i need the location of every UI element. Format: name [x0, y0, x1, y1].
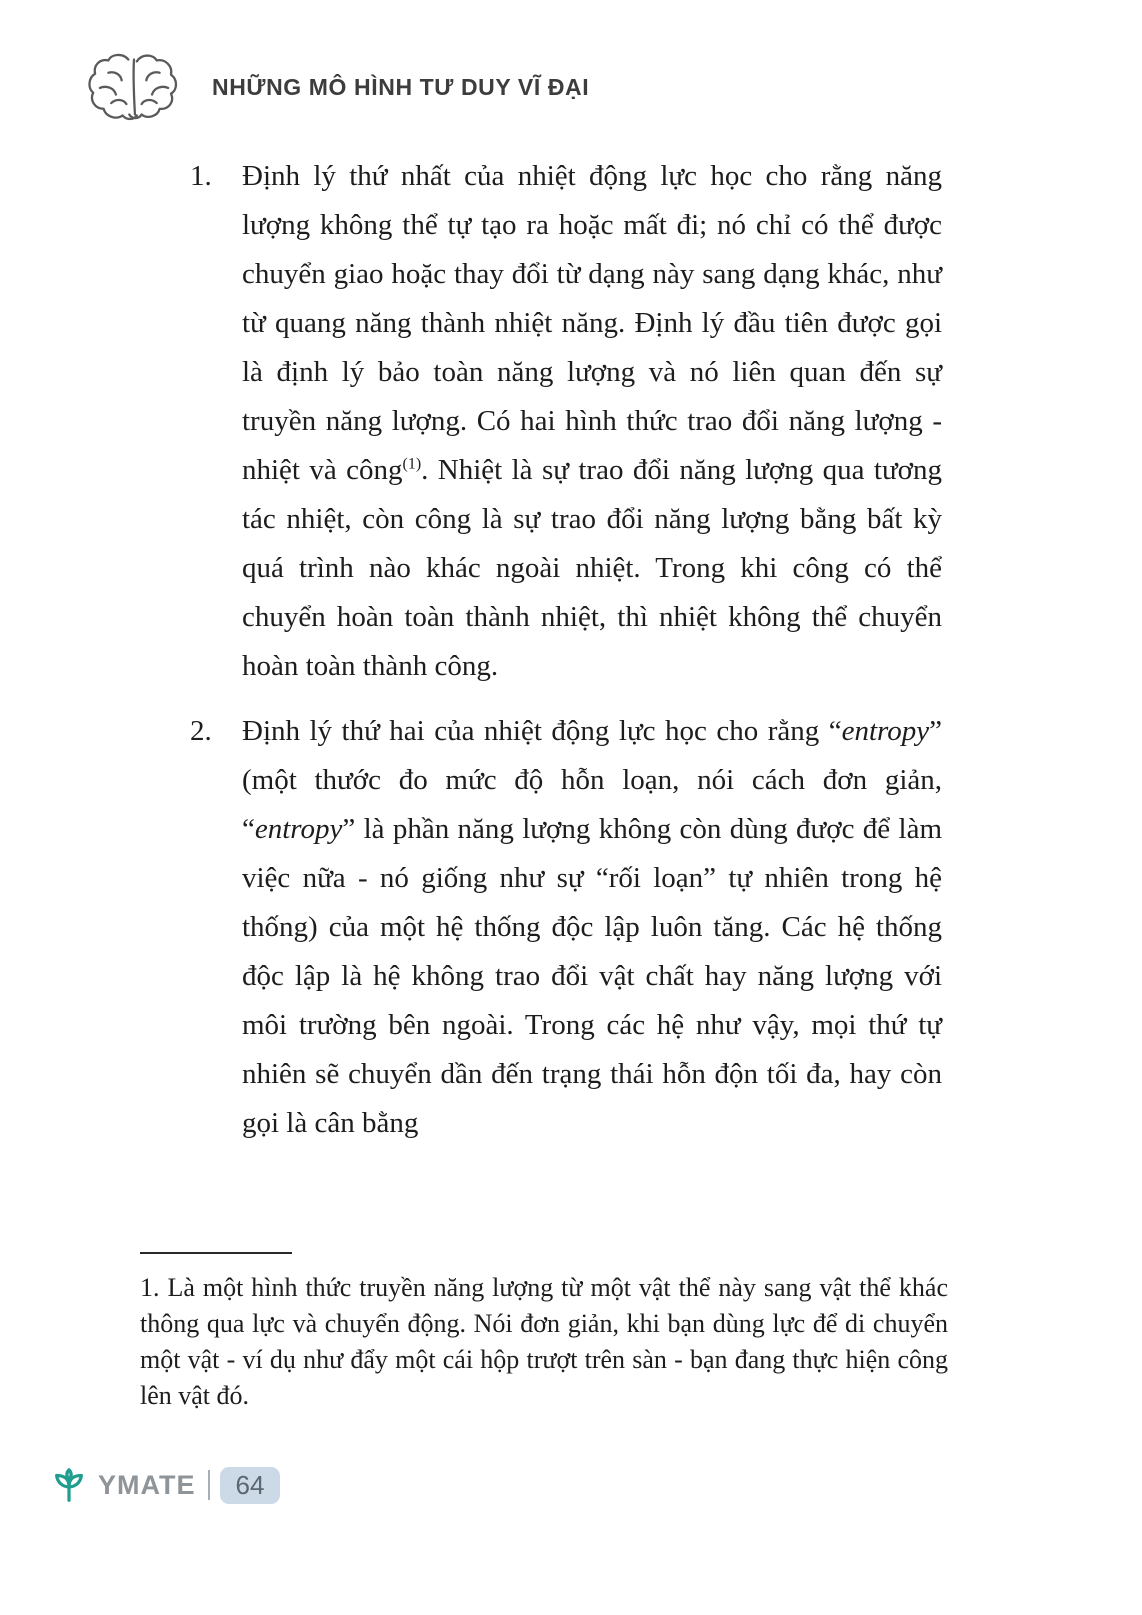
page-number: 64	[220, 1467, 281, 1504]
list-number: 1.	[190, 160, 212, 192]
footer-separator	[208, 1470, 210, 1500]
book-title: NHỮNG MÔ HÌNH TƯ DUY VĨ ĐẠI	[212, 73, 590, 100]
footnote-text: 1. Là một hình thức truyền năng lượng từ một vật thể này sang vật thể khác thông qua lực và chuyển động. Nói đơn giản, khi bạn dùng lực để di chuyển một vật - ví dụ như đẩy một cái hộp trượt trên sàn - bạn đang thực hiện công lên vật đó.	[140, 1273, 948, 1410]
list-item-1	[190, 152, 942, 691]
footnote	[140, 1252, 948, 1414]
footnote-rule	[140, 1252, 292, 1254]
page-header	[86, 50, 589, 124]
ymate-logo-icon	[50, 1466, 88, 1504]
brain-icon	[86, 50, 182, 124]
list-number: 2.	[190, 715, 212, 747]
list-item-2	[190, 707, 942, 1148]
page-body	[190, 152, 942, 1164]
brand-name: YMATE	[98, 1469, 196, 1500]
paragraph-2: Định lý thứ hai của nhiệt động lực học cho rằng “entropy” (một thước đo mức độ hỗn loạn, nói cách đơn giản, “entropy” là phần năng lượng không còn dùng được để làm việc nữa - nó giống như sự “rối loạn” tự nhiên trong hệ thống) của một hệ thống độc lập luôn tăng. Các hệ thống độc lập là hệ không trao đổi vật chất hay năng lượng với môi trường bên ngoài. Trong các hệ như vậy, mọi thứ tự nhiên sẽ chuyển dần đến trạng thái hỗn độn tối đa, hay còn gọi là cân bằng	[242, 715, 942, 1139]
paragraph-1: Định lý thứ nhất của nhiệt động lực học cho rằng năng lượng không thể tự tạo ra hoặc mất đi; nó chỉ có thể được chuyển giao hoặc thay đổi từ dạng này sang dạng khác, như từ quang năng thành nhiệt năng. Định lý đầu tiên được gọi là định lý bảo toàn năng lượng và nó liên quan đến sự truyền năng lượng. Có hai hình thức trao đổi năng lượng - nhiệt và công$^{(1)}$. Nhiệt là sự trao đổi năng lượng qua tương tác nhiệt, còn công là sự trao đổi năng lượng bằng bất kỳ quá trình nào khác ngoài nhiệt. Trong khi công có thể chuyển hoàn toàn thành nhiệt, thì nhiệt không thể chuyển hoàn toàn thành công.	[242, 160, 943, 682]
page-footer	[50, 1466, 280, 1504]
